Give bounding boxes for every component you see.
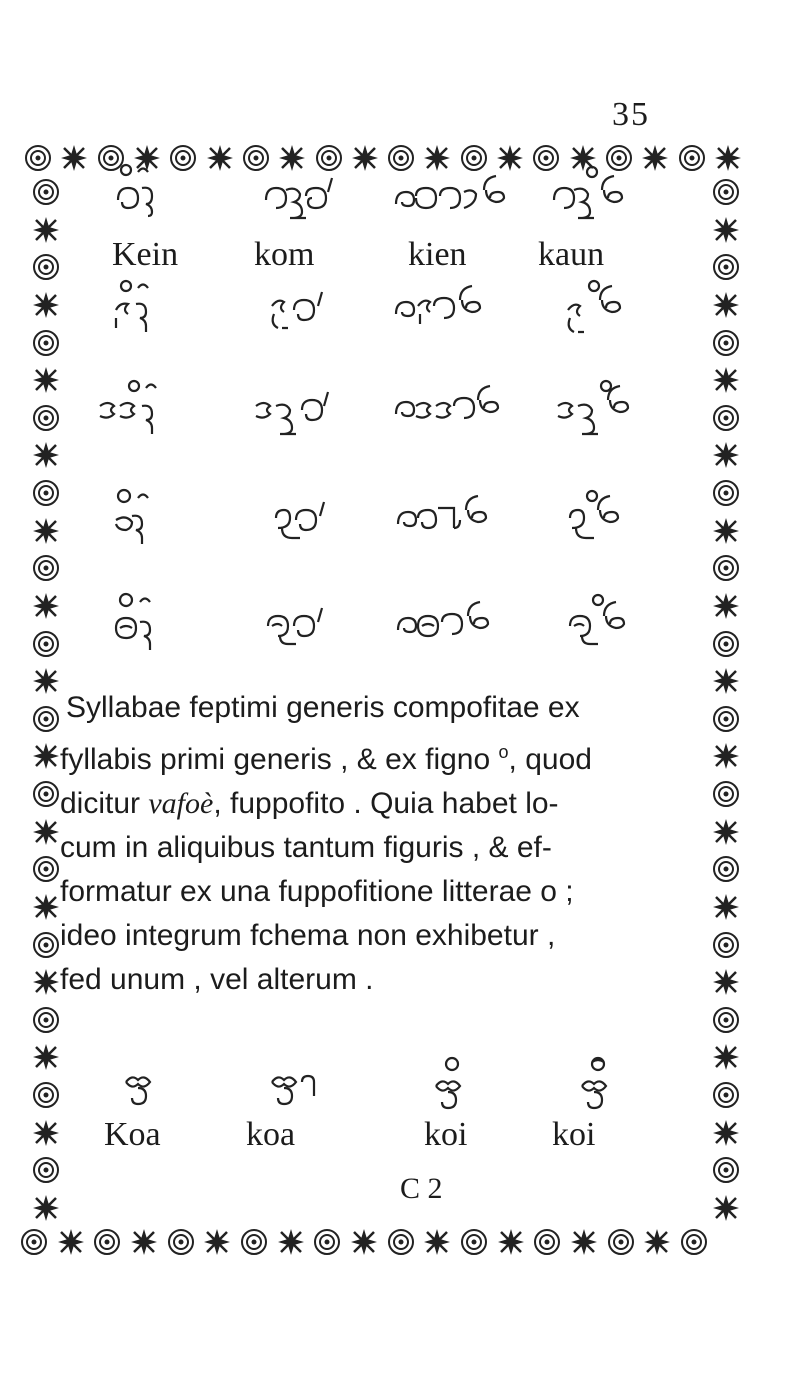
text-span: fyllabis primi generis , & ex figno: [60, 743, 499, 776]
script-row-1: [86, 160, 706, 240]
rose-ornament-icon: [165, 1226, 197, 1258]
rose-ornament-icon: [30, 1154, 62, 1186]
glyph-kom: [236, 160, 376, 240]
paragraph-line: formatur ex una fuppofitione litterae o ;: [60, 875, 574, 908]
glyph-ko: [86, 160, 226, 240]
text-span: dicitur: [60, 787, 149, 820]
star-ornament-icon: [641, 1226, 673, 1258]
star-ornament-icon: [421, 1226, 453, 1258]
rose-ornament-icon: [30, 778, 62, 810]
translit-3: kien: [408, 236, 467, 273]
star-ornament-icon: [30, 1192, 62, 1224]
star-ornament-icon: [30, 891, 62, 923]
page-number: 35: [612, 96, 650, 133]
star-ornament-icon: [568, 1226, 600, 1258]
paragraph-line: ideo integrum fchema non exhibetur ,: [60, 919, 556, 952]
translit-2: kom: [254, 236, 315, 273]
signature-mark: C 2: [400, 1172, 443, 1205]
star-ornament-icon: [55, 1226, 87, 1258]
text-span: , quod: [508, 743, 592, 776]
final-translit-3: koi: [424, 1116, 468, 1153]
final-translit-2: koa: [246, 1116, 296, 1153]
star-ornament-icon: [348, 1226, 380, 1258]
star-ornament-icon: [710, 289, 742, 321]
script-glyph: [386, 370, 526, 450]
star-ornament-icon: [30, 966, 62, 998]
star-ornament-icon: [30, 590, 62, 622]
star-ornament-icon: [710, 364, 742, 396]
star-ornament-icon: [710, 515, 742, 547]
script-glyph: [86, 586, 226, 666]
script-glyph: [536, 160, 676, 240]
rose-ornament-icon: [91, 1226, 123, 1258]
script-row-4: [86, 480, 706, 560]
rose-ornament-icon: [385, 1226, 417, 1258]
rose-ornament-icon: [710, 1154, 742, 1186]
rose-ornament-icon: [30, 477, 62, 509]
script-row-3: [86, 370, 706, 450]
star-ornament-icon: [30, 665, 62, 697]
rose-ornament-icon: [710, 1079, 742, 1111]
star-ornament-icon: [710, 214, 742, 246]
italic-term: vafoè: [148, 787, 214, 820]
star-ornament-icon: [30, 439, 62, 471]
script-glyph: [386, 160, 526, 240]
glyph-kaun: [536, 160, 676, 240]
script-glyph: [86, 480, 226, 560]
script-glyph: [236, 480, 376, 560]
text-span: , fuppofito . Quia habet lo-: [213, 787, 559, 820]
rose-ornament-icon: [30, 628, 62, 660]
script-glyph: [86, 160, 226, 240]
script-glyph: [236, 270, 376, 350]
rose-ornament-icon: [710, 402, 742, 434]
script-glyph: [86, 370, 226, 450]
translit-1: Kein: [112, 236, 179, 273]
script-glyph: [536, 370, 676, 450]
star-ornament-icon: [275, 1226, 307, 1258]
rose-ornament-icon: [710, 176, 742, 208]
script-glyph: [386, 480, 526, 560]
star-ornament-icon: [30, 1117, 62, 1149]
superscript-mark: o: [498, 742, 509, 762]
star-ornament-icon: [710, 439, 742, 471]
script-row-2: [86, 270, 706, 350]
rose-ornament-icon: [30, 251, 62, 283]
rose-ornament-icon: [710, 628, 742, 660]
star-ornament-icon: [710, 1117, 742, 1149]
star-ornament-icon: [710, 590, 742, 622]
rose-ornament-icon: [30, 853, 62, 885]
script-glyph: [386, 586, 526, 666]
final-translit-4: koi: [552, 1116, 596, 1153]
translit-4: kaun: [538, 236, 605, 273]
rose-ornament-icon: [311, 1226, 343, 1258]
rose-ornament-icon: [678, 1226, 710, 1258]
paragraph-line: Syllabae feptimi generis compofitae ex: [66, 691, 580, 724]
script-row-5: [86, 586, 706, 666]
rose-ornament-icon: [30, 1004, 62, 1036]
star-ornament-icon: [712, 142, 744, 174]
rose-ornament-icon: [458, 1226, 490, 1258]
rose-ornament-icon: [30, 552, 62, 584]
script-glyph: [536, 586, 676, 666]
latin-paragraph: [60, 686, 720, 1002]
script-glyph: [236, 586, 376, 666]
star-ornament-icon: [30, 289, 62, 321]
script-glyph: [236, 160, 376, 240]
script-row-final: [86, 1052, 706, 1122]
star-ornament-icon: [710, 1192, 742, 1224]
rose-ornament-icon: [710, 552, 742, 584]
ornament-border-bottom: [18, 1222, 710, 1262]
rose-ornament-icon: [30, 402, 62, 434]
star-ornament-icon: [30, 515, 62, 547]
rose-ornament-icon: [30, 703, 62, 735]
paragraph-line: [60, 782, 720, 826]
rose-ornament-icon: [605, 1226, 637, 1258]
rose-ornament-icon: [18, 1226, 50, 1258]
star-ornament-icon: [30, 214, 62, 246]
star-ornament-icon: [30, 364, 62, 396]
rose-ornament-icon: [30, 1079, 62, 1111]
rose-ornament-icon: [710, 477, 742, 509]
final-translit-1: Koa: [104, 1116, 161, 1153]
rose-ornament-icon: [531, 1226, 563, 1258]
star-ornament-icon: [710, 1041, 742, 1073]
rose-ornament-icon: [710, 327, 742, 359]
script-glyph: [536, 480, 676, 560]
script-glyph: [236, 370, 376, 450]
star-ornament-icon: [30, 1041, 62, 1073]
star-ornament-icon: [495, 1226, 527, 1258]
script-glyph: [86, 270, 226, 350]
rose-ornament-icon: [30, 327, 62, 359]
rose-ornament-icon: [710, 1004, 742, 1036]
paragraph-line: cum in aliquibus tantum figuris , & ef-: [60, 831, 552, 864]
paragraph-line: [60, 730, 720, 782]
rose-ornament-icon: [22, 142, 54, 174]
rose-ornament-icon: [30, 929, 62, 961]
rose-ornament-icon: [238, 1226, 270, 1258]
script-glyph: [386, 270, 526, 350]
rose-ornament-icon: [710, 251, 742, 283]
star-ornament-icon: [201, 1226, 233, 1258]
script-glyph: [536, 270, 676, 350]
rose-ornament-icon: [30, 176, 62, 208]
glyph-kien: [386, 160, 526, 240]
star-ornament-icon: [128, 1226, 160, 1258]
star-ornament-icon: [30, 816, 62, 848]
paragraph-line: fed unum , vel alterum .: [60, 963, 374, 996]
star-ornament-icon: [30, 740, 62, 772]
